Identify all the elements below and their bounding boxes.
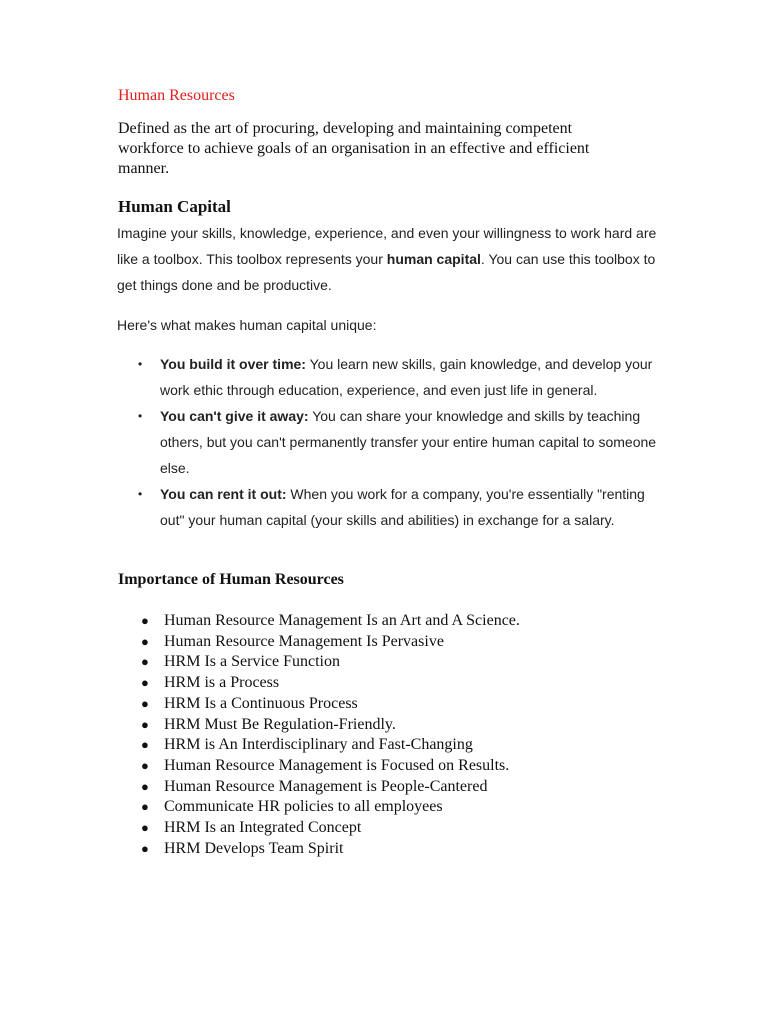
bullet-icon: ● (141, 820, 149, 836)
importance-item-text: HRM is An Interdisciplinary and Fast-Changing (164, 736, 473, 754)
bullet-icon: ● (141, 840, 149, 856)
bullet-icon: ● (141, 675, 149, 691)
human-capital-intro: Here's what makes human capital unique: (117, 317, 377, 333)
importance-item-text: Human Resource Management is People-Cantered (164, 777, 488, 795)
list-item (118, 839, 520, 860)
list-item (118, 735, 520, 756)
point-text: When you work for a company, you're essentially "renting out" your human capital (your skills and abilities) in exchange for a salary. (160, 486, 645, 528)
human-capital-paragraph (117, 220, 657, 298)
list-item (118, 715, 520, 736)
bullet-icon: • (138, 357, 143, 371)
importance-item-text: Human Resource Management Is Pervasive (164, 632, 444, 650)
importance-item-text: Human Resource Management Is an Art and A Science. (164, 612, 520, 629)
bullet-icon: • (138, 409, 143, 423)
point-bold-label: You build it over time: (160, 356, 306, 372)
importance-list (118, 611, 520, 859)
list-item (118, 611, 520, 632)
list-item (118, 756, 520, 777)
list-item (117, 351, 662, 403)
point-bold-label: You can't give it away: (160, 408, 309, 424)
bullet-icon: ● (141, 778, 149, 794)
importance-item-text: HRM Is a Service Function (164, 653, 340, 671)
bullet-icon: ● (141, 654, 149, 670)
list-item (117, 403, 662, 481)
human-capital-points-list (117, 351, 662, 533)
bullet-icon: ● (141, 633, 149, 649)
importance-item-text: Human Resource Management is Focused on Results. (164, 756, 510, 774)
point-bold-label: You can rent it out: (160, 486, 287, 502)
point-text: You can share your knowledge and skills by teaching others, but you can't permanently transfer your entire human capital to someone else. (160, 408, 657, 476)
list-item (118, 777, 520, 798)
point-text: You learn new skills, gain knowledge, and develop your work ethic through education, experience, and even just life in general. (160, 356, 653, 398)
importance-item-text: HRM is a Process (164, 674, 280, 692)
human-capital-bold-term: human capital (386, 251, 481, 267)
list-item (117, 481, 662, 533)
bullet-icon: ● (141, 737, 149, 753)
importance-item-text: HRM Develops Team Spirit (164, 839, 344, 857)
list-item (118, 694, 520, 715)
list-item (118, 673, 520, 694)
importance-item-text: HRM Is an Integrated Concept (164, 819, 362, 837)
bullet-icon: ● (141, 613, 149, 628)
human-capital-heading: Human Capital (118, 197, 231, 216)
importance-item-text: Communicate HR policies to all employees (164, 798, 443, 816)
bullet-icon: ● (141, 716, 149, 732)
document-title: Human Resources (118, 87, 235, 104)
importance-item-text: HRM Must Be Regulation-Friendly. (164, 715, 396, 733)
list-item (118, 632, 520, 653)
list-item (118, 797, 520, 818)
list-item (118, 652, 520, 673)
bullet-icon: ● (141, 799, 149, 815)
list-item (118, 818, 520, 839)
bullet-icon: • (138, 487, 143, 501)
definition-paragraph: Defined as the art of procuring, developing and maintaining competent workforce to achieve goals of an organisation in an effective and efficient manner. (118, 120, 590, 177)
human-capital-text-end: . You can use this toolbox to get things done and be productive. (117, 251, 656, 293)
human-capital-text-start: Imagine your skills, knowledge, experience, and even your willingness to work hard are like a toolbox. This toolbox represents your (117, 225, 657, 267)
importance-item-text: HRM Is a Continuous Process (164, 694, 358, 712)
bullet-icon: ● (141, 695, 149, 711)
bullet-icon: ● (141, 757, 149, 773)
importance-heading: Importance of Human Resources (118, 571, 344, 588)
